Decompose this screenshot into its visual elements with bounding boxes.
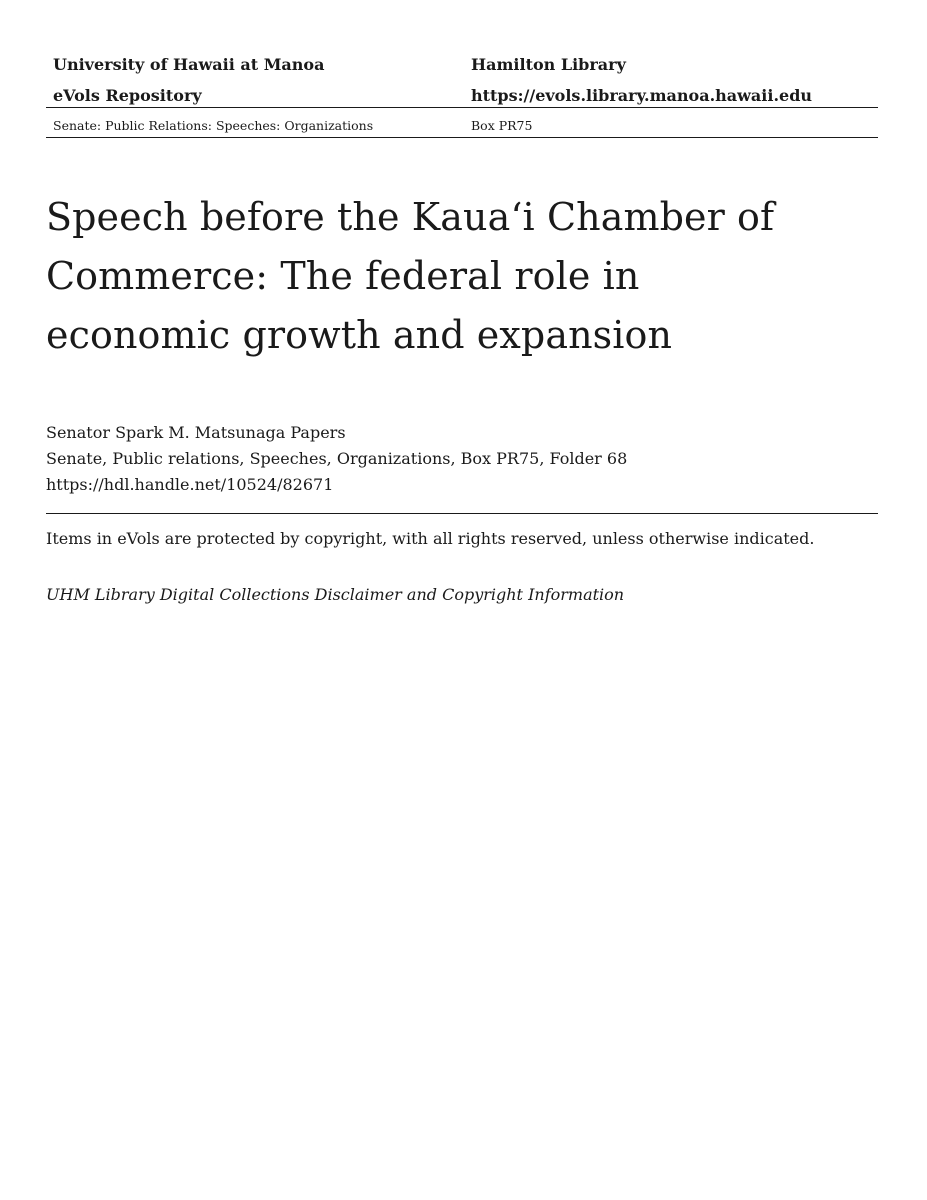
header-row-2 [46, 83, 878, 114]
header-divider-top [46, 107, 878, 108]
institution-name: University of Hawaii at Manoa [53, 55, 325, 74]
library-url-link[interactable]: https://evols.library.manoa.hawaii.edu [471, 86, 813, 105]
folder-location: Senate, Public relations, Speeches, Organizations, Box PR75, Folder 68 [46, 449, 628, 468]
library-name: Hamilton Library [471, 55, 626, 74]
header-row-1 [46, 52, 878, 83]
metadata-divider [46, 513, 878, 514]
disclaimer-link[interactable]: UHM Library Digital Collections Disclaimer and Copyright Information [46, 585, 625, 604]
collection-path: Senate: Public Relations: Speeches: Organizations [53, 118, 374, 133]
header [46, 52, 878, 114]
rights-statement: Items in eVols are protected by copyright, with all rights reserved, unless otherwise indicated. [46, 529, 815, 548]
repository-name: eVols Repository [53, 86, 202, 105]
collection-name: Senator Spark M. Matsunaga Papers [46, 423, 346, 442]
document-title: Speech before the Kaua‘i Chamber of Commerce: The federal role in economic growth and expansion [46, 195, 775, 357]
box-label: Box PR75 [471, 118, 533, 133]
handle-link[interactable]: https://hdl.handle.net/10524/82671 [46, 475, 334, 494]
header-divider-bottom [46, 137, 878, 138]
document-metadata [46, 420, 627, 498]
